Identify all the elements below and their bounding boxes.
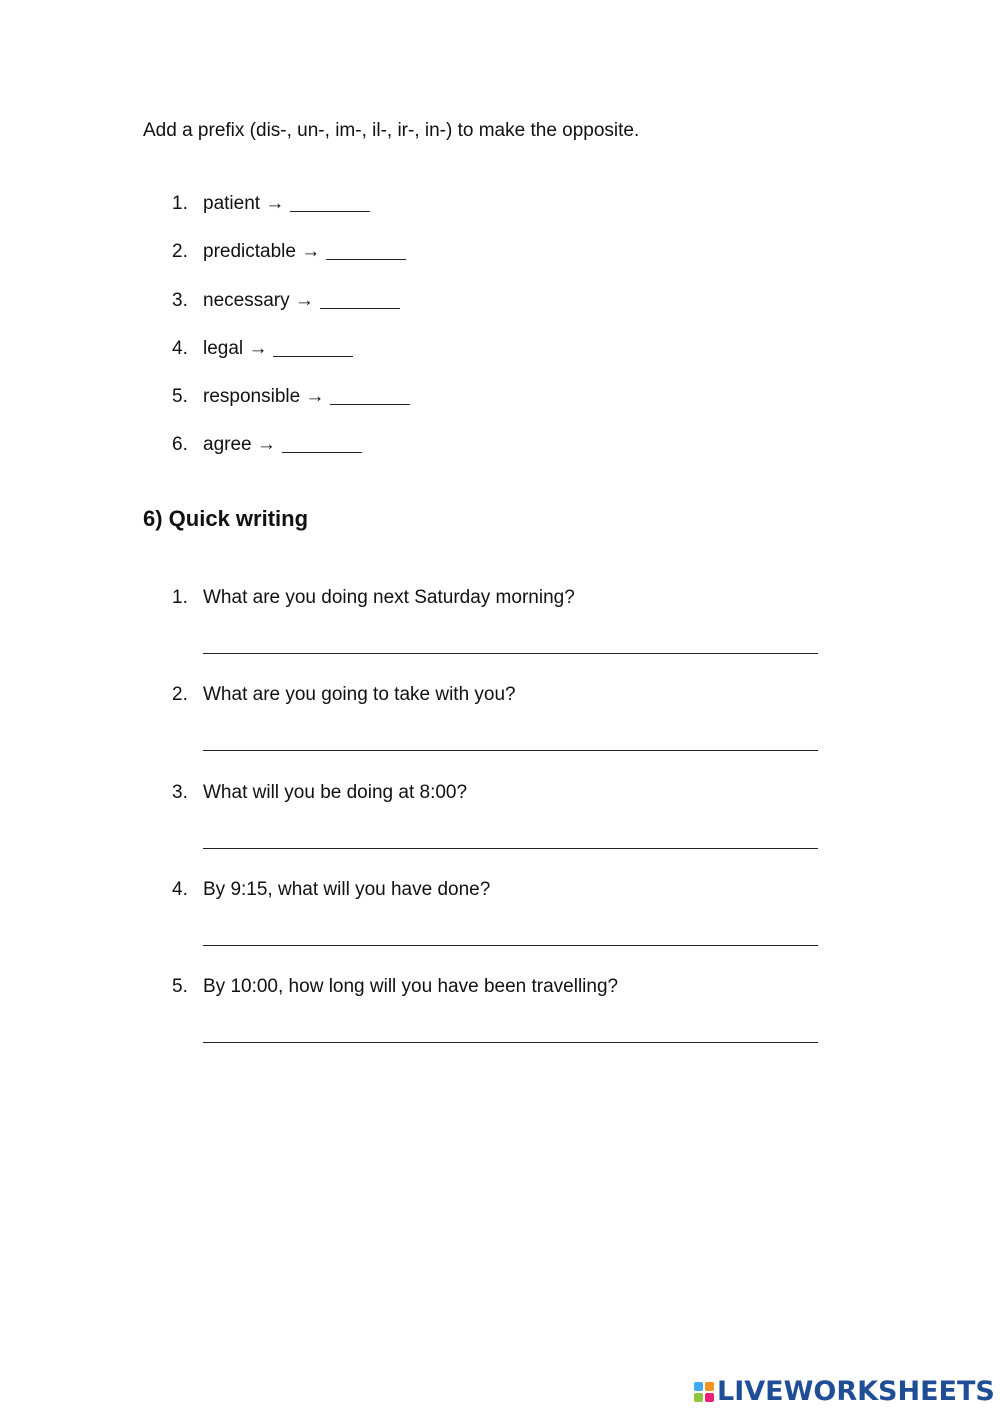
logo-mark-square [694, 1382, 703, 1391]
list-item [172, 191, 410, 239]
arrow-icon: → [265, 193, 285, 214]
item-number: 4. [172, 337, 188, 359]
item-number: 5. [172, 386, 188, 408]
answer-line[interactable] [203, 653, 818, 654]
logo-text: LIVEWORKSHEETS [717, 1376, 995, 1407]
answer-line[interactable] [203, 848, 818, 849]
quick-writing-question-list [172, 585, 618, 1071]
item-number: 1. [172, 193, 188, 214]
list-item [172, 239, 410, 287]
arrow-icon: → [248, 337, 268, 359]
item-word: necessary [203, 289, 290, 311]
question-number: 1. [172, 587, 188, 608]
section-title: 6) Quick writing [143, 506, 309, 531]
prefix-exercise-list [172, 191, 410, 481]
item-word: predictable [203, 241, 296, 263]
arrow-icon: → [301, 241, 321, 263]
logo-mark-square [694, 1393, 703, 1402]
question-text: By 10:00, how long will you have been travelling? [203, 976, 619, 998]
question-text: What will you be doing at 8:00? [203, 781, 468, 803]
answer-blank[interactable] [320, 288, 400, 309]
answer-blank[interactable] [282, 432, 362, 453]
answer-line[interactable] [203, 1042, 818, 1043]
list-item [172, 384, 410, 432]
answer-line[interactable] [203, 945, 818, 946]
arrow-icon: → [256, 434, 276, 456]
answer-line[interactable] [203, 750, 818, 751]
list-item [172, 432, 410, 480]
liveworksheets-logo-icon [694, 1382, 714, 1402]
item-word: legal [203, 337, 244, 359]
list-item [172, 974, 618, 1071]
list-item [172, 877, 618, 974]
answer-blank[interactable] [326, 239, 406, 260]
arrow-icon: → [305, 386, 325, 408]
answer-blank[interactable] [290, 191, 370, 212]
liveworksheets-logo [694, 1376, 995, 1408]
list-item [172, 585, 618, 682]
item-number: 2. [172, 241, 188, 263]
item-word: responsible [203, 386, 301, 408]
item-number: 3. [172, 289, 188, 311]
arrow-icon: → [294, 289, 314, 311]
question-number: 2. [172, 684, 188, 706]
item-number: 6. [172, 434, 188, 456]
list-item [172, 780, 618, 877]
question-text: By 9:15, what will you have done? [203, 878, 491, 900]
answer-blank[interactable] [273, 336, 353, 357]
question-number: 4. [172, 878, 188, 900]
question-number: 3. [172, 781, 188, 803]
question-text: What are you going to take with you? [203, 684, 516, 706]
item-word: patient [203, 193, 261, 214]
logo-mark-square [705, 1382, 714, 1391]
question-text: What are you doing next Saturday morning? [203, 587, 575, 608]
question-number: 5. [172, 976, 188, 998]
item-word: agree [203, 434, 252, 456]
answer-blank[interactable] [330, 384, 410, 405]
list-item [172, 682, 618, 779]
list-item [172, 336, 410, 384]
list-item [172, 288, 410, 336]
logo-mark-square [705, 1393, 714, 1402]
exercise-instruction: Add a prefix (dis-, un-, im-, il-, ir-, in-) to make the opposite. [143, 120, 640, 141]
